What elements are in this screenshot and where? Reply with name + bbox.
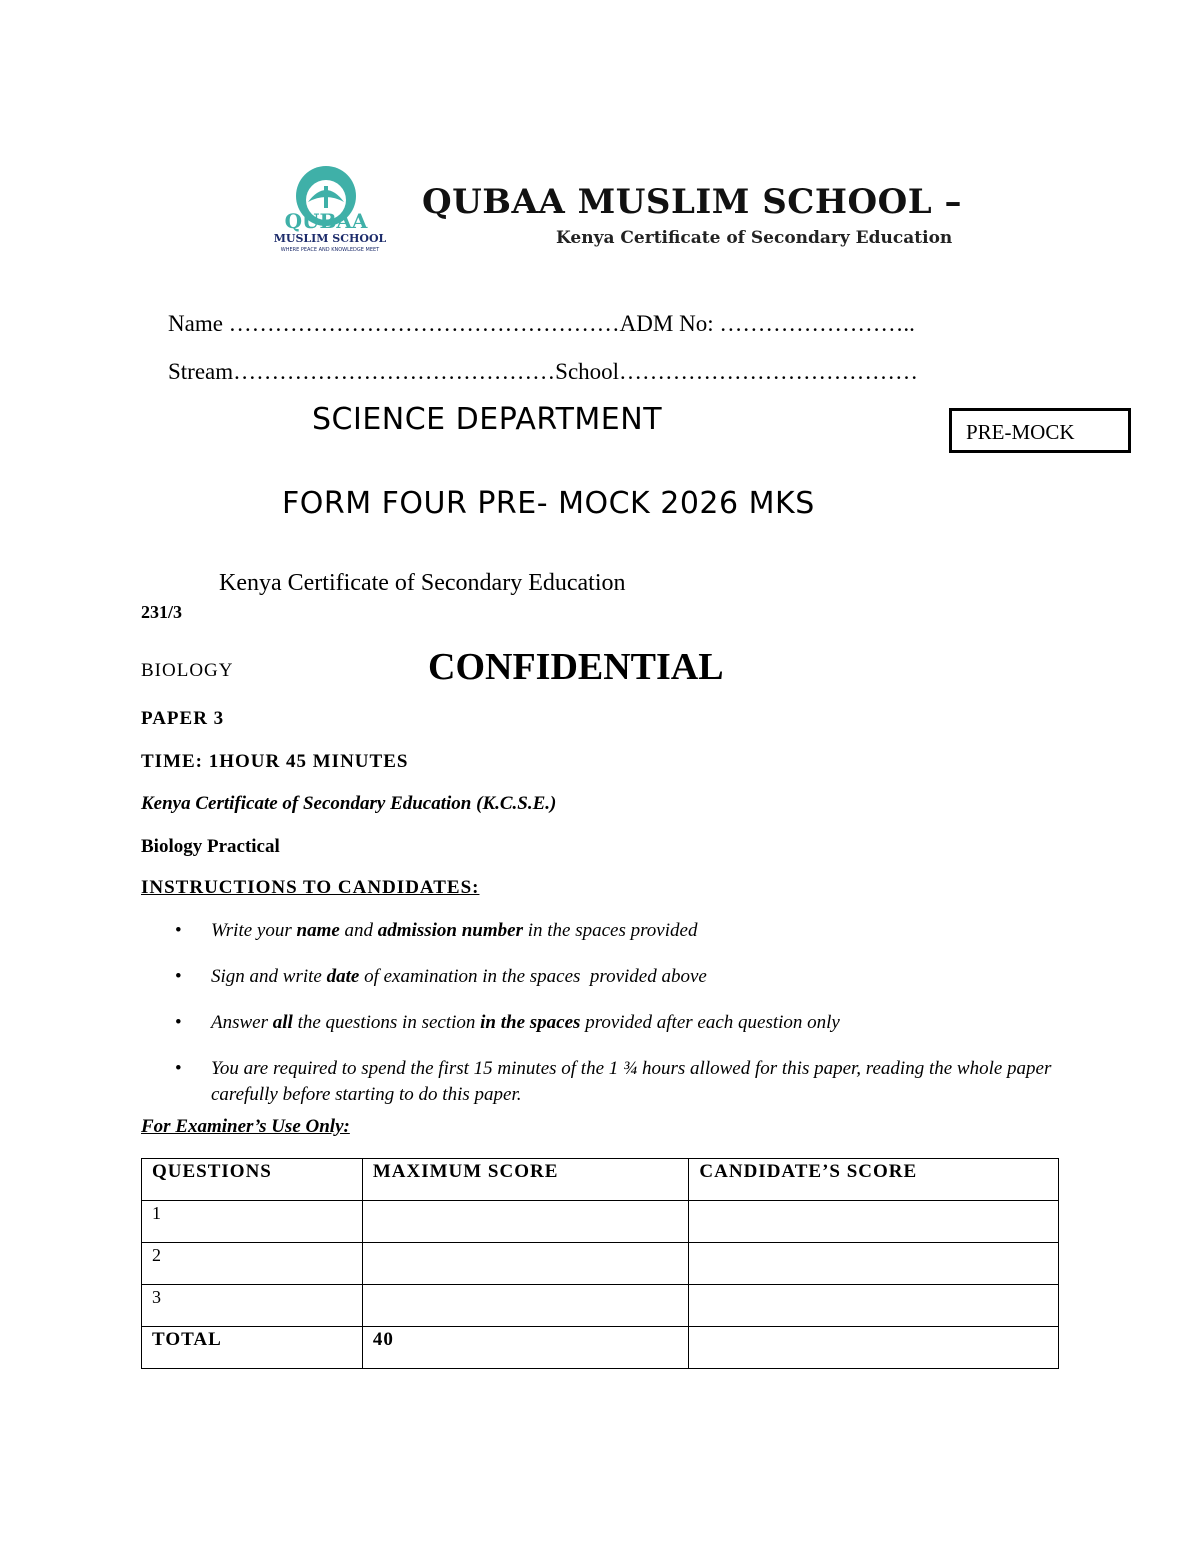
header-maximum-score: MAXIMUM SCORE bbox=[362, 1159, 689, 1201]
instruction-run: You are required to spend the first 15 minutes of the 1 ¾ hours allowed for this paper, reading the whole paper carefully before starting to do this paper. bbox=[211, 1058, 1057, 1105]
stream-school-line: Stream……………………………………School………………………………… bbox=[168, 359, 919, 384]
table-row bbox=[142, 1243, 1059, 1285]
score-table bbox=[141, 1158, 1059, 1369]
kcse-full-title: Kenya Certificate of Secondary Education (K.C.S.E.) bbox=[141, 793, 557, 814]
instruction-item bbox=[175, 1056, 1055, 1108]
candidate-score-cell[interactable] bbox=[689, 1201, 1059, 1243]
header-questions: QUESTIONS bbox=[142, 1159, 363, 1201]
instruction-run: Write your bbox=[211, 920, 297, 941]
confidential-title: CONFIDENTIAL bbox=[428, 646, 724, 688]
instruction-run: of examination in the spaces provided above bbox=[359, 966, 707, 987]
school-logo bbox=[258, 162, 408, 254]
instruction-text bbox=[211, 1012, 840, 1033]
paper-code: 231/3 bbox=[141, 602, 183, 622]
instruction-item bbox=[175, 964, 1055, 990]
instruction-run: Sign and write bbox=[211, 966, 327, 987]
instruction-text bbox=[211, 1058, 1056, 1105]
total-candidate-score[interactable] bbox=[689, 1327, 1059, 1369]
maximum-score-cell bbox=[362, 1243, 689, 1285]
total-maximum-score: 40 bbox=[362, 1327, 689, 1369]
instruction-run: the questions in section bbox=[292, 1012, 481, 1033]
instruction-emphasis: in the spaces bbox=[480, 1012, 581, 1033]
instruction-run: provided after each question only bbox=[580, 1012, 840, 1033]
instruction-emphasis: name bbox=[296, 920, 340, 941]
instruction-item bbox=[175, 1010, 1055, 1036]
instruction-run: and bbox=[339, 920, 378, 941]
question-number: 2 bbox=[142, 1243, 363, 1285]
paper-number: PAPER 3 bbox=[141, 708, 225, 729]
bullet-icon: • bbox=[175, 920, 182, 941]
total-row bbox=[142, 1327, 1059, 1369]
instruction-text bbox=[211, 966, 707, 987]
instruction-emphasis: date bbox=[326, 966, 360, 987]
bullet-icon: • bbox=[175, 1058, 182, 1079]
score-table-header bbox=[142, 1159, 1059, 1201]
logo-subtext: MUSLIM SCHOOL bbox=[273, 232, 387, 245]
practical-label: Biology Practical bbox=[141, 836, 280, 857]
exam-time: TIME: 1HOUR 45 MINUTES bbox=[141, 751, 409, 772]
school-subtitle: Kenya Certificate of Secondary Education bbox=[556, 228, 953, 248]
instruction-emphasis: all bbox=[272, 1012, 293, 1033]
form-title: FORM FOUR PRE- MOCK 2026 MKS bbox=[282, 486, 815, 521]
name-adm-line: Name ……………………………………………ADM No: …………………….. bbox=[168, 311, 915, 336]
examiner-heading: For Examiner’s Use Only: bbox=[141, 1116, 350, 1137]
kcse-line: Kenya Certificate of Secondary Education bbox=[219, 570, 626, 596]
bullet-icon: • bbox=[175, 1012, 182, 1033]
school-name: QUBAA MUSLIM SCHOOL – bbox=[422, 182, 962, 222]
maximum-score-cell bbox=[362, 1285, 689, 1327]
department-title: SCIENCE DEPARTMENT bbox=[312, 402, 663, 437]
subject: BIOLOGY bbox=[141, 660, 234, 681]
header-candidate-score: CANDIDATE’S SCORE bbox=[689, 1159, 1059, 1201]
candidate-score-cell[interactable] bbox=[689, 1243, 1059, 1285]
instruction-emphasis: admission number bbox=[377, 920, 523, 941]
instruction-item bbox=[175, 918, 1055, 944]
question-number: 3 bbox=[142, 1285, 363, 1327]
candidate-score-cell[interactable] bbox=[689, 1285, 1059, 1327]
maximum-score-cell bbox=[362, 1201, 689, 1243]
instructions-list bbox=[175, 918, 1055, 1128]
logo-text: QUBAA bbox=[284, 209, 368, 233]
table-row bbox=[142, 1285, 1059, 1327]
pre-mock-badge: PRE-MOCK bbox=[949, 408, 1131, 453]
instruction-text bbox=[211, 920, 697, 941]
question-number: 1 bbox=[142, 1201, 363, 1243]
logo-tagline: WHERE PEACE AND KNOWLEDGE MEET bbox=[280, 247, 380, 253]
total-label: TOTAL bbox=[142, 1327, 363, 1369]
bullet-icon: • bbox=[175, 966, 182, 987]
table-row bbox=[142, 1201, 1059, 1243]
instructions-heading: INSTRUCTIONS TO CANDIDATES: bbox=[141, 877, 480, 898]
instruction-run: in the spaces provided bbox=[522, 920, 698, 941]
instruction-run: Answer bbox=[211, 1012, 273, 1033]
